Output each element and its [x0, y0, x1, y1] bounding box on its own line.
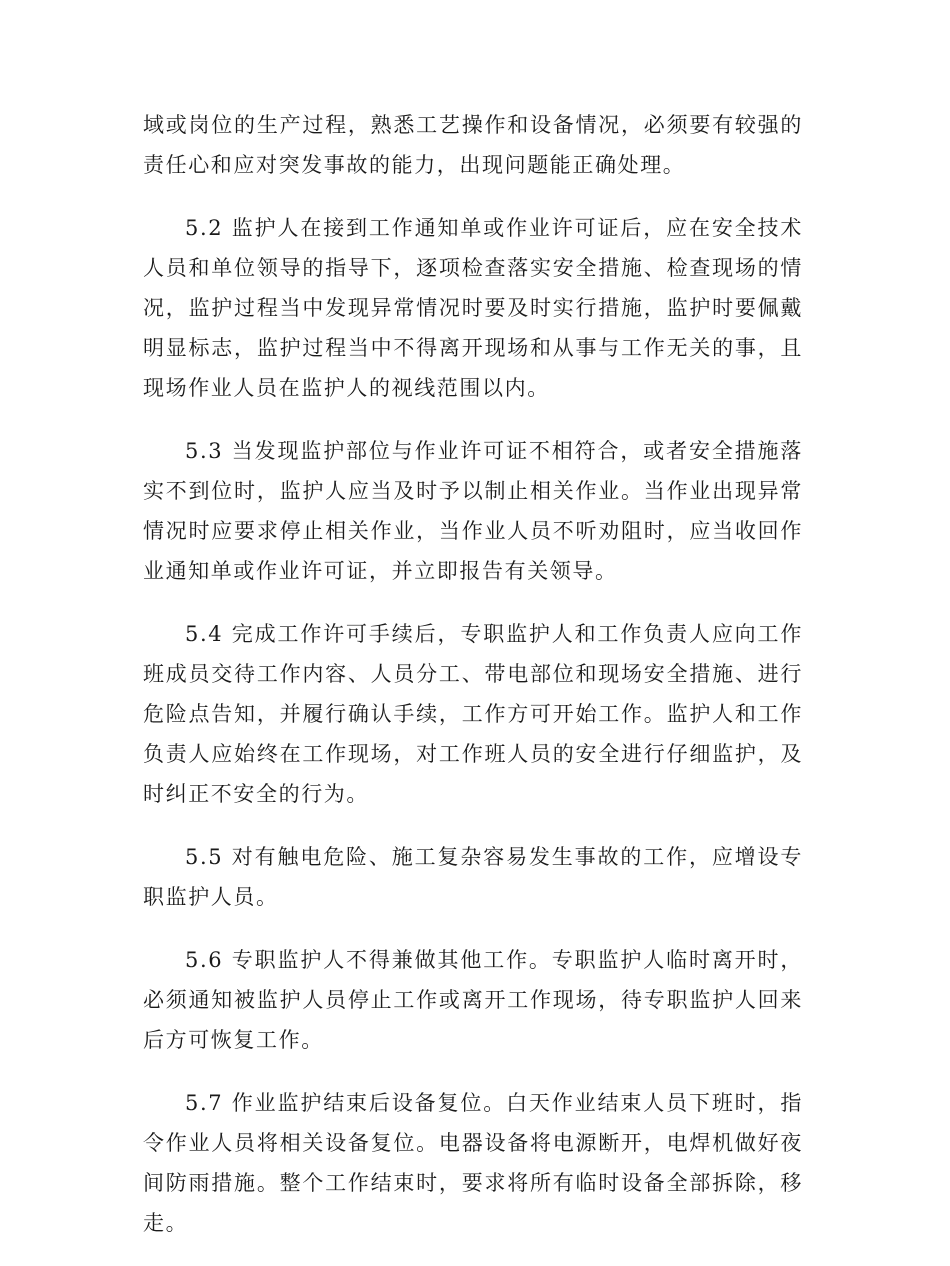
paragraph-text: 完成工作许可手续后，专职监护人和工作负责人应向工作班成员交待工作内容、人员分工、带电部位和现场安全措施、进行危险点告知，并履行确认手续，工作方可开始工作。监护人和工作负责人应始终在工作现场，对工作班人员的安全进行仔细监护，及时纠正不安全的行为。	[143, 622, 804, 806]
paragraph-5-4	[143, 614, 803, 814]
paragraph-text: 当发现监护部位与作业许可证不相符合，或者安全措施落实不到位时，监护人应当及时予以制止相关作业。当作业出现异常情况时应要求停止相关作业，当作业人员不听劝阻时，应当收回作业通知单或作业许可证，并立即报告有关领导。	[143, 439, 804, 583]
section-number: 5.5	[185, 845, 224, 869]
paragraph-5-7	[143, 1083, 803, 1243]
paragraph-text: 专职监护人不得兼做其他工作。专职监护人临时离开时，必须通知被监护人员停止工作或离开工作现场，待专职监护人回来后方可恢复工作。	[143, 948, 804, 1052]
section-number: 5.7	[185, 1091, 224, 1115]
paragraph-5-6	[143, 940, 803, 1060]
paragraph-5-2	[143, 208, 803, 408]
section-number: 5.3	[185, 439, 224, 463]
paragraph-continuation	[143, 105, 803, 185]
paragraph-text: 作业监护结束后设备复位。白天作业结束人员下班时，指令作业人员将相关设备复位。电器设备将电源断开，电焊机做好夜间防雨措施。整个工作结束时，要求将所有临时设备全部拆除，移走。	[143, 1091, 804, 1235]
section-number: 5.6	[185, 948, 224, 972]
paragraph-text: 域或岗位的生产过程，熟悉工艺操作和设备情况，必须要有较强的责任心和应对突发事故的能力，出现问题能正确处理。	[143, 113, 803, 177]
paragraph-text: 监护人在接到工作通知单或作业许可证后，应在安全技术人员和单位领导的指导下，逐项检查落实安全措施、检查现场的情况，监护过程当中发现异常情况时要及时实行措施，监护时要佩戴明显标志，监护过程当中不得离开现场和从事与工作无关的事，且现场作业人员在监护人的视线范围以内。	[143, 216, 804, 400]
paragraph-text: 对有触电危险、施工复杂容易发生事故的工作，应增设专职监护人员。	[143, 845, 804, 909]
paragraph-5-5	[143, 837, 803, 917]
section-number: 5.4	[185, 622, 224, 646]
document-body	[143, 105, 803, 1266]
section-number: 5.2	[185, 216, 224, 240]
paragraph-5-3	[143, 431, 803, 591]
